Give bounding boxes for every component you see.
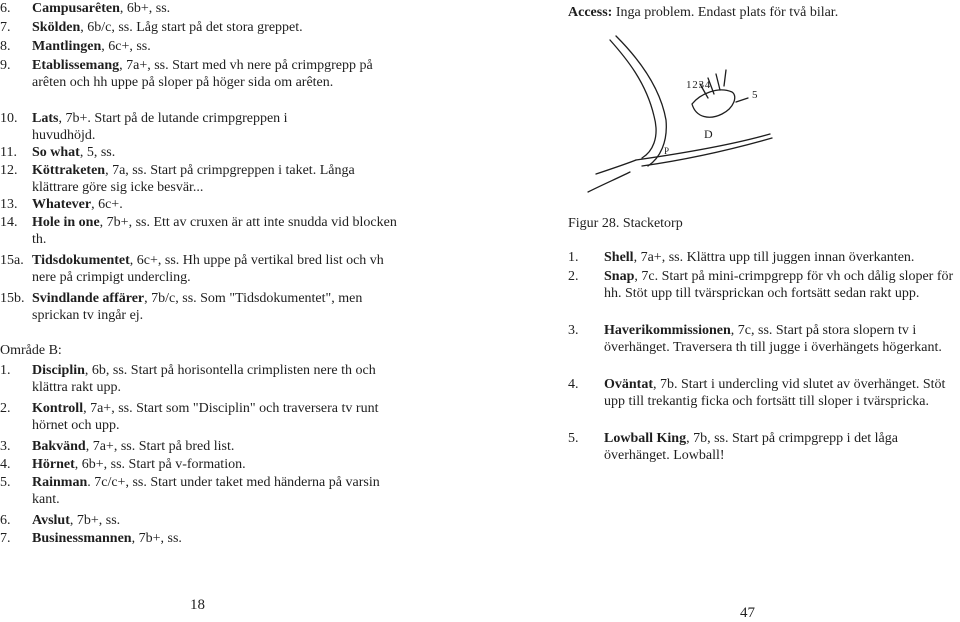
route-number: 7. [0, 20, 11, 35]
route-number: 9. [0, 58, 11, 73]
route-name: Rainman [32, 475, 88, 490]
route-number: 5. [568, 431, 579, 446]
route-name: Businessmannen [32, 531, 132, 546]
route-description: , 6c+, ss. [101, 39, 151, 54]
base-line-upper [636, 134, 770, 160]
route-arrow-5 [736, 98, 748, 102]
ground-line [588, 172, 630, 192]
route-name: Etablissemang [32, 58, 120, 73]
route-name: Skölden [32, 20, 81, 35]
route-name: Hörnet [32, 457, 75, 472]
route-arrow-3 [716, 74, 720, 90]
route-number: 1. [0, 363, 11, 378]
route-name: Whatever [32, 197, 92, 212]
access-text: Inga problem. Endast plats för två bilar. [612, 5, 839, 20]
route-number: 7. [0, 531, 11, 546]
route-name: Haverikommissionen [604, 323, 731, 338]
access-label: Access: [568, 5, 613, 20]
route-number: 1. [568, 250, 579, 265]
route-description: , 7a+, ss. Klättra upp till juggen innan överkanten. [633, 250, 915, 265]
boulder-outline-inner [610, 40, 656, 158]
route-description: , 7b+. Start på de lutande crimpgreppen i huvudhöjd. [32, 111, 288, 143]
route-description: , 6b+, ss. Start på v-formation. [74, 457, 246, 472]
route-number: 4. [0, 457, 11, 472]
route-name: Kontroll [32, 401, 84, 416]
boulder-d-label: D [704, 127, 713, 141]
route-name: Tidsdokumentet [32, 253, 130, 268]
route-description: , 7a+, ss. Start som "Disciplin" och traversera tv runt hörnet och upp. [32, 401, 379, 433]
route-name: Oväntat [604, 377, 653, 392]
route-number: 15b. [0, 291, 25, 306]
route-description: . 7c/c+, ss. Start under taket med händerna på varsin kant. [32, 475, 380, 507]
route-number: 2. [0, 401, 11, 416]
route-number: 6. [0, 1, 11, 16]
route-description: , 7c, ss. Start på stora slopern tv i överhänget. Traversera th till jugge i överhängets högerkant. [604, 323, 942, 355]
route-description: , 6b+, ss. [119, 1, 171, 16]
route-number: 4. [568, 377, 579, 392]
route-five-label: 5 [752, 89, 758, 101]
route-description: , 7b+, ss. [69, 513, 121, 528]
route-description: , 7b+, ss. Ett av cruxen är att inte snudda vid blocken th. [32, 215, 397, 247]
route-number: 5. [0, 475, 11, 490]
route-name: Hole in one [32, 215, 100, 230]
route-description: , 7b, ss. Start på crimpgrepp i det låga överhänget. Lowball! [604, 431, 898, 463]
route-number: 13. [0, 197, 18, 212]
route-description: , 7b/c, ss. Som "Tidsdokumentet", men sprickan tv ingår ej. [32, 291, 363, 323]
route-name: Lowball King [604, 431, 687, 446]
route-name: Shell [604, 250, 634, 265]
route-description: , 7a+, ss. Start på bred list. [85, 439, 235, 454]
route-description: , 5, ss. [79, 145, 116, 160]
route-description: , 7a+, ss. Start med vh nere på crimpgrepp på arêten och hh uppe på sloper på höger sida om arêten. [32, 58, 373, 90]
route-name: Mantlingen [32, 39, 102, 54]
route-name: Köttraketen [32, 163, 106, 178]
route-number: 2. [568, 269, 579, 284]
boulder-figure [568, 34, 788, 204]
route-number: 12. [0, 163, 18, 178]
route-number: 11. [0, 145, 17, 160]
access-line [568, 4, 838, 21]
page-number-right: 47 [740, 605, 755, 621]
route-description: , 7a, ss. Start på crimpgreppen i taket. Långa klättrare göre sig icke besvär... [32, 163, 355, 195]
route-description: , 7c. Start på mini-crimpgrepp för vh och dålig sloper för hh. Stöt upp till tvärsprickan och fortsätt sedan rakt upp. [604, 269, 954, 301]
route-number: 8. [0, 39, 11, 54]
route-name: So what [32, 145, 80, 160]
route-name: Avslut [32, 513, 70, 528]
route-number: 14. [0, 215, 18, 230]
route-description: , 6c+, ss. Hh uppe på vertikal bred list och vh nere på crimpigt undercling. [32, 253, 384, 285]
route-numbers-label: 1 2 3 4 [686, 79, 710, 91]
route-name: Disciplin [32, 363, 85, 378]
route-name: Svindlande affärer [32, 291, 145, 306]
route-description: , 6b, ss. Start på horisontella crimplisten nere th och klättra rakt upp. [32, 363, 376, 395]
route-number: 6. [0, 513, 11, 528]
route-arrow-4 [724, 70, 726, 86]
route-description: , 6b/c, ss. Låg start på det stora greppet. [80, 20, 303, 35]
route-number: 15a. [0, 253, 24, 268]
route-description: , 7b+, ss. [131, 531, 182, 546]
route-name: Bakvänd [32, 439, 86, 454]
route-name: Snap [604, 269, 635, 284]
area-heading: Område B: [0, 343, 62, 358]
page-number-left: 18 [190, 597, 205, 613]
route-number: 3. [568, 323, 579, 338]
route-description: , 7b. Start i undercling vid slutet av överhänget. Stöt upp till trekantig ficka och fortsätt till sloper i tvärspricka. [604, 377, 946, 409]
route-number: 3. [0, 439, 11, 454]
route-name: Campusarêten [32, 1, 120, 16]
route-number: 10. [0, 111, 18, 126]
figure-caption: Figur 28. Stacketorp [568, 216, 683, 231]
route-name: Lats [32, 111, 59, 126]
base-line-lower [642, 138, 772, 166]
route-description: , 6c+. [91, 197, 123, 212]
boulder-p-label: P [664, 146, 670, 156]
